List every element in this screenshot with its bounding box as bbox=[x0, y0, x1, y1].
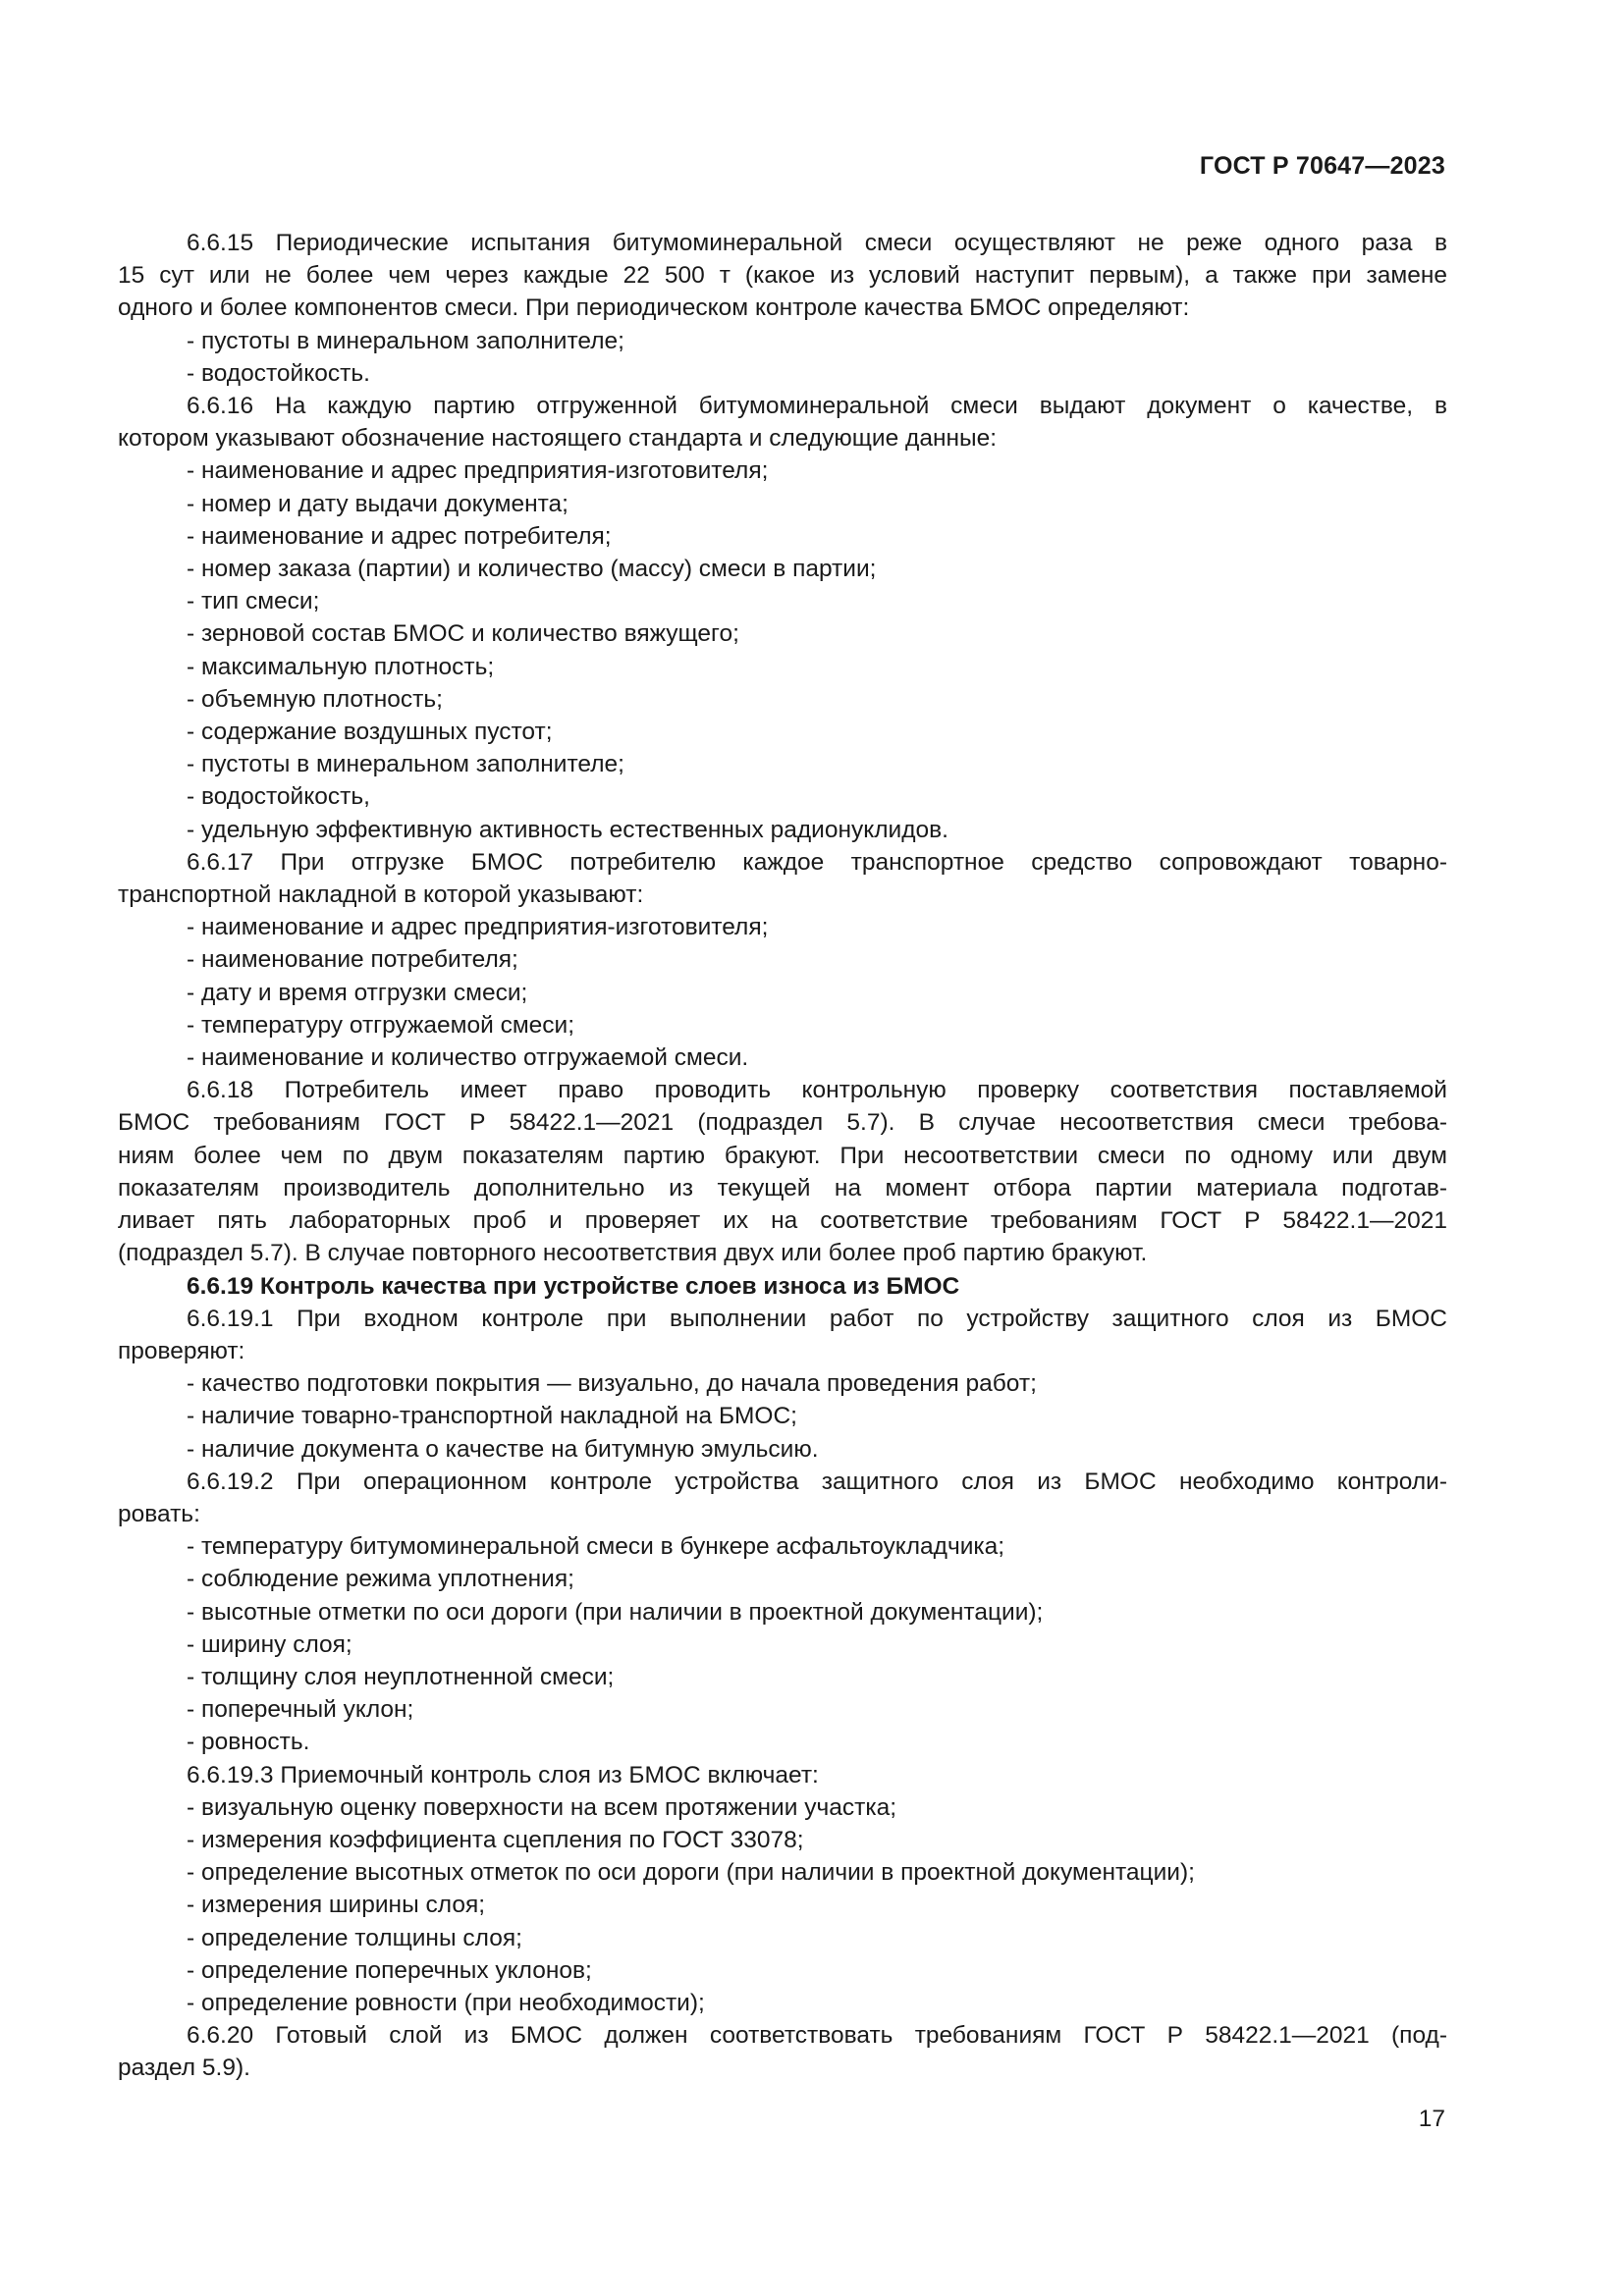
list-item: - содержание воздушных пустот; bbox=[187, 719, 553, 746]
paragraph-line: 6.6.19.2 При операционном контроле устройства защитного слоя из БМОС необходимо контроли- bbox=[187, 1468, 1447, 1495]
list-item: - наличие товарно-транспортной накладной на БМОС; bbox=[187, 1403, 797, 1430]
paragraph bbox=[118, 846, 1447, 911]
list-item: - пустоты в минеральном заполнителе; bbox=[187, 327, 624, 354]
paragraph-line: 6.6.16 На каждую партию отгруженной битумоминеральной смеси выдают документ о качестве, в bbox=[187, 393, 1447, 420]
list-item: - высотные отметки по оси дороги (при наличии в проектной документации); bbox=[187, 1598, 1044, 1626]
list-item: - определение поперечных уклонов; bbox=[187, 1956, 592, 1984]
paragraph-line: 15 сут или не более чем через каждые 22 500 т (какое из условий наступит первым), а также при замене bbox=[118, 262, 1447, 290]
list-item: - определение ровности (при необходимости); bbox=[187, 1989, 705, 2016]
paragraph-line: 6.6.15 Периодические испытания битумоминеральной смеси осуществляют не реже одного раза в bbox=[187, 230, 1447, 256]
paragraph bbox=[118, 2019, 1447, 2084]
section-heading: 6.6.19 Контроль качества при устройстве слоев износа из БМОС bbox=[187, 1272, 960, 1300]
paragraph bbox=[118, 390, 1447, 454]
list-item: - тип смеси; bbox=[187, 588, 320, 615]
paragraph-line: котором указывают обозначение настоящего стандарта и следующие данные: bbox=[118, 425, 998, 453]
list-item: - соблюдение режима уплотнения; bbox=[187, 1566, 574, 1593]
paragraph-line: ниям более чем по двум показателям партию бракуют. При несоответствии смеси по одному или двум bbox=[118, 1142, 1447, 1169]
list-item: - пустоты в минеральном заполнителе; bbox=[187, 751, 624, 778]
list-item: - водостойкость, bbox=[187, 783, 370, 811]
paragraph-line: раздел 5.9). bbox=[118, 2055, 250, 2082]
paragraph-line: проверяют: bbox=[118, 1337, 245, 1364]
paragraph-line: БМОС требованиям ГОСТ Р 58422.1—2021 (подраздел 5.7). В случае несоответствия смеси требова- bbox=[118, 1109, 1447, 1137]
paragraph bbox=[118, 227, 1447, 325]
list-item: - измерения коэффициента сцепления по ГОСТ 33078; bbox=[187, 1826, 804, 1853]
list-item: - измерения ширины слоя; bbox=[187, 1892, 486, 1919]
paragraph-line: показателям производитель дополнительно из текущей на момент отбора партии материала подготав- bbox=[118, 1174, 1447, 1201]
list-item: - дату и время отгрузки смеси; bbox=[187, 979, 528, 1006]
list-item: - визуальную оценку поверхности на всем протяжении участка; bbox=[187, 1793, 897, 1821]
list-item: - удельную эффективную активность естественных радионуклидов. bbox=[187, 816, 948, 843]
list-item: - номер заказа (партии) и количество (массу) смеси в партии; bbox=[187, 556, 877, 583]
list-item: - качество подготовки покрытия — визуально, до начала проведения работ; bbox=[187, 1370, 1037, 1398]
paragraph-line: 6.6.18 Потребитель имеет право проводить контрольную проверку соответствия поставляемой bbox=[187, 1077, 1447, 1104]
list-item: - наименование и адрес потребителя; bbox=[187, 522, 612, 550]
document-designation: ГОСТ Р 70647—2023 bbox=[1199, 152, 1445, 180]
list-item: - наименование и количество отгружаемой смеси. bbox=[187, 1044, 749, 1072]
paragraph-line: ровать: bbox=[118, 1500, 200, 1527]
list-item: - температуру битумоминеральной смеси в бункере асфальтоукладчика; bbox=[187, 1533, 1005, 1561]
paragraph-line: ливает пять лабораторных проб и проверяет их на соответствие требованиям ГОСТ Р 58422.1—2021 bbox=[118, 1207, 1447, 1235]
paragraph bbox=[118, 1303, 1447, 1367]
list-item: - наименование и адрес предприятия-изготовителя; bbox=[187, 457, 769, 485]
list-item: 6.6.19.3 Приемочный контроль слоя из БМОС включает: bbox=[187, 1761, 819, 1789]
list-item: - ровность. bbox=[187, 1729, 310, 1756]
paragraph-line: 6.6.19.1 При входном контроле при выполнении работ по устройству защитного слоя из БМОС bbox=[187, 1305, 1447, 1332]
list-item: - номер и дату выдачи документа; bbox=[187, 490, 568, 517]
list-item: - наименование и адрес предприятия-изготовителя; bbox=[187, 914, 769, 941]
list-item: - определение толщины слоя; bbox=[187, 1924, 522, 1951]
paragraph-line: 6.6.20 Готовый слой из БМОС должен соответствовать требованиям ГОСТ Р 58422.1—2021 (под- bbox=[187, 2022, 1447, 2050]
paragraph-line: (подраздел 5.7). В случае повторного несоответствия двух или более проб партию бракуют. bbox=[118, 1240, 1148, 1267]
list-item: - объемную плотность; bbox=[187, 685, 443, 713]
page-number: 17 bbox=[1418, 2106, 1445, 2132]
list-item: - водостойкость. bbox=[187, 359, 370, 387]
document-body bbox=[118, 227, 1447, 2085]
paragraph-line: транспортной накладной в которой указывают: bbox=[118, 881, 644, 909]
paragraph bbox=[118, 1074, 1447, 1269]
list-item: - наименование потребителя; bbox=[187, 946, 518, 974]
list-item: - температуру отгружаемой смеси; bbox=[187, 1011, 575, 1039]
list-item: - поперечный уклон; bbox=[187, 1696, 414, 1724]
list-item: - наличие документа о качестве на битумную эмульсию. bbox=[187, 1435, 819, 1463]
list-item: - определение высотных отметок по оси дороги (при наличии в проектной документации); bbox=[187, 1859, 1195, 1887]
list-item: - толщину слоя неуплотненной смеси; bbox=[187, 1663, 615, 1690]
paragraph-line: 6.6.17 При отгрузке БМОС потребителю каждое транспортное средство сопровождают товарно- bbox=[187, 848, 1447, 876]
paragraph bbox=[118, 1466, 1447, 1530]
list-item: - максимальную плотность; bbox=[187, 653, 495, 680]
list-item: - ширину слоя; bbox=[187, 1630, 352, 1658]
paragraph-line: одного и более компонентов смеси. При периодическом контроле качества БМОС определяют: bbox=[118, 294, 1190, 322]
list-item: - зерновой состав БМОС и количество вяжущего; bbox=[187, 620, 739, 648]
